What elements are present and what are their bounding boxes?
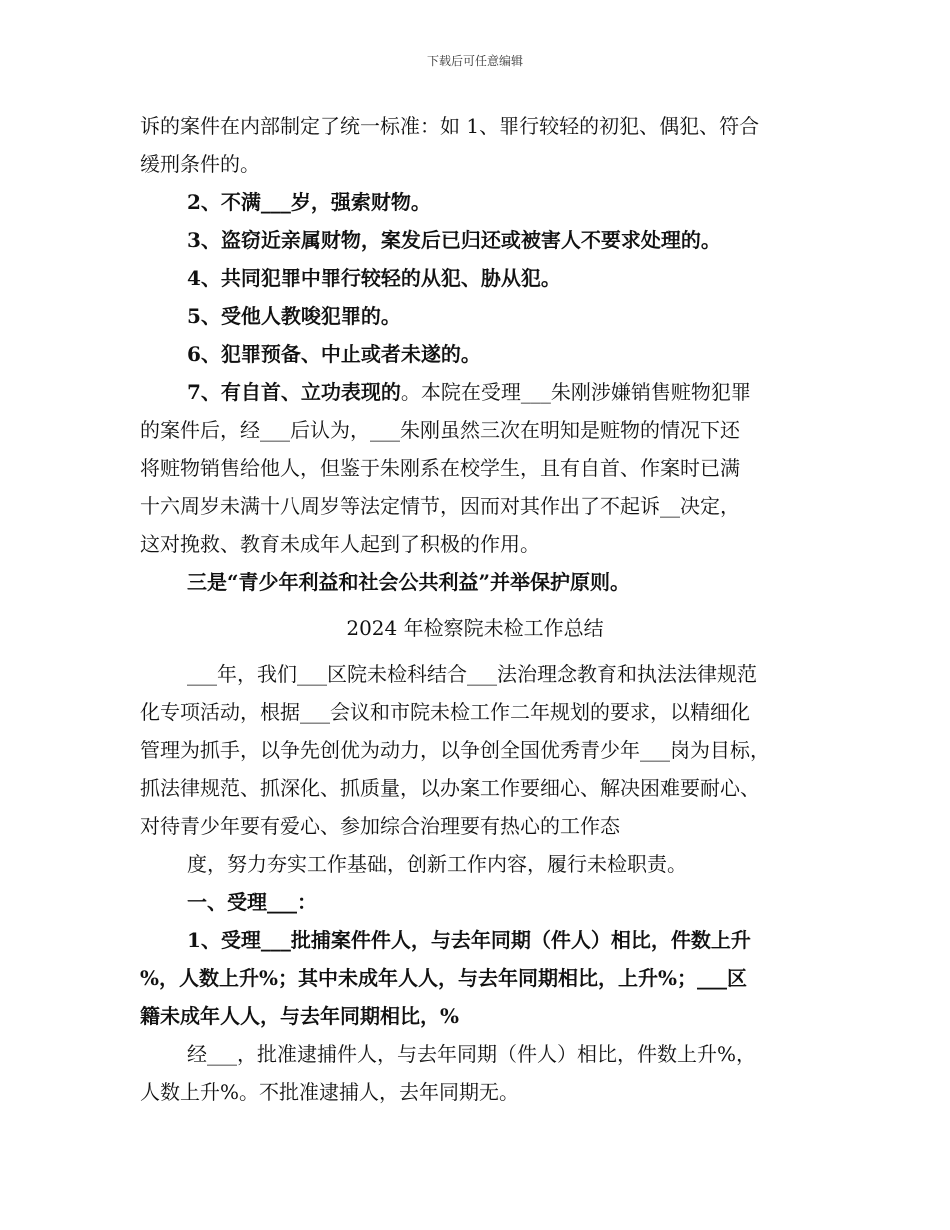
paragraph-line: 经___，批准逮捕件人，与去年同期（件人）相比，件数上升%， <box>187 1042 757 1066</box>
list-item: 2、不满___岁，强索财物。 <box>187 190 431 214</box>
paragraph-line: 这对挽救、教育未成年人起到了积极的作用。 <box>140 532 540 556</box>
paragraph-line: 度，努力夯实工作基础，创新工作内容，履行未检职责。 <box>187 852 687 876</box>
paragraph-line: ___年，我们___区院未检科结合___法治理念教育和执法法律规范 <box>187 662 757 686</box>
paragraph-line: 缓刑条件的。 <box>140 152 260 176</box>
paragraph-line: 对待青少年要有爱心、参加综合治理要有热心的工作态 <box>140 814 620 838</box>
paragraph-line: 抓法律规范、抓深化、抓质量，以办案工作要细心、解决困难要耐心、 <box>140 776 760 800</box>
principle-line: 三是“青少年利益和社会公共利益”并举保护原则。 <box>187 570 631 594</box>
list-item: 4、共同犯罪中罪行较轻的从犯、胁从犯。 <box>187 266 561 290</box>
paragraph-line: 将赃物销售给他人，但鉴于朱刚系在校学生，且有自首、作案时已满 <box>140 456 740 480</box>
list-item: 5、受他人教唆犯罪的。 <box>187 304 401 328</box>
paragraph-line: 诉的案件在内部制定了统一标准：如 1、罪行较轻的初犯、偶犯、符合 <box>140 114 760 138</box>
paragraph-line: 人数上升%。不批准逮捕人，去年同期无。 <box>140 1080 520 1104</box>
list-item: 3、盗窃近亲属财物，案发后已归还或被害人不要求处理的。 <box>187 228 721 252</box>
section-heading: 一、受理___： <box>187 890 317 914</box>
list-item: 6、犯罪预备、中止或者未遂的。 <box>187 342 481 366</box>
page-header-note: 下载后可任意编辑 <box>426 54 523 68</box>
paragraph-line: 化专项活动，根据___会议和市院未检工作二年规划的要求，以精细化 <box>140 700 750 724</box>
list-item-mixed <box>187 378 751 406</box>
list-item-normal-part: 。本院在受理___朱刚涉嫌销售赃物犯罪 <box>400 380 751 404</box>
paragraph-line: 1、受理___批捕案件件人，与去年同期（件人）相比，件数上升 <box>187 928 751 952</box>
list-item-bold-part: 7、有自首、立功表现的 <box>187 380 401 404</box>
document-title: 2024 年检察院未检工作总结 <box>346 616 604 640</box>
paragraph-line: 十六周岁未满十八周岁等法定情节，因而对其作出了不起诉__决定， <box>140 494 740 518</box>
paragraph-line: %，人数上升%；其中未成年人人，与去年同期相比，上升%；___区 <box>140 966 748 990</box>
paragraph-line: 管理为抓手，以争先创优为动力，以争创全国优秀青少年___岗为目标， <box>140 738 770 762</box>
paragraph-line: 的案件后，经___后认为，___朱刚虽然三次在明知是赃物的情况下还 <box>140 418 740 442</box>
paragraph-line: 籍未成年人人，与去年同期相比，% <box>140 1004 460 1028</box>
